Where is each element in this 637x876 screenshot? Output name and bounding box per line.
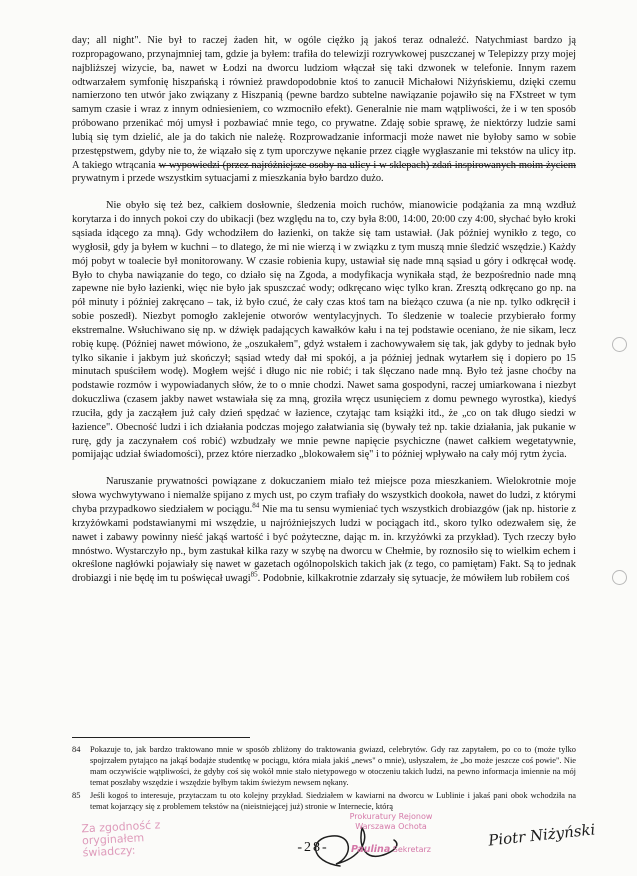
binder-hole-top <box>612 337 627 352</box>
paragraph-1-text: day; all night". Nie był to raczej żaden hit, w ogóle ciężko ją jakoś teraz odnaleźć. Natychmiast bardzo ją rozpropagowano, przynajmniej tam, gdzie ja byłem: trafiła do telewizji rozrywkowej puszczanej w Telepizzy przy mojej najbliższej wizycie, ba, nawet w Łodzi na dworcu ludziom włączał się taki dzwonek w telefonie. Innym razem odtwarzałem symfonię hiszpańską i również prawdopodobnie ktoś to zanucił Michałowi Niżyńskiemu, dzięki czemu namierzono ten utwór jako związany z Hiszpanią (pewne bardzo subtelne nawiązanie pojawiło się na FXstreet w tym samym czasie i wraz z innym odniesieniem, co wzmocniło efekt). Generalnie nie mam wątpliwości, że i w ten sposób próbowano przenikać mój umysł i pozbawiać mnie tego, co prywatne. Zdaję sobie sprawę, że niektórzy ludzie sami lubią się tym dzielić, ale ja do takich nie należę. Rozprowadzanie informacji może nawet nie byłoby samo w sobie przestępstwem, gdyby nie to, że wiązało się z tym uporczywe nękanie przez ciągłe wygłaszanie mi tekstów na ulicy itp. A takiego wtrącania <box>72 35 576 171</box>
paragraph-2: Nie obyło się też bez, całkiem dosłownie, śledzenia moich ruchów, mianowicie podążania za mną wzdłuż korytarza i do innych pokoi czy do ubikacji (bez względu na to, czy była 8:00, 14:00, 20:00 czy 4:00, słychać było kroki sąsiada idącego za mną). Gdy wchodziłem do łazienki, on także się tam ustawiał. (Jak później wynikło z tego, co wygłosił, gdy ja byłem w kuchni – to dlatego, że mi nie wierzą i w związku z tym muszą mnie śledzić wszędzie.) Każdy mój pobyt w toalecie był monitorowany. W czasie robienia kupy, ustawiał się nade mną sąsiad u góry i odkręcał wodę. Było to chyba nawiązanie do tego, co działo się na Zgoda, a modyfikacja wynikała stąd, że bezpośrednio nade mną zapewne nie było łazienki, więc nie było jak spuszczać wody; odkręcano więc tylko kran. Zresztą odkręcano go np. na pół minuty i później zakręcano – tak, iż było czuć, że cały czas ktoś tam na bieżąco czuwa (a nie np. tylko odkręcił i sobie poszedł). Niezbyt pomogło zaklejenie otworów wentylacyjnych. To śledzenie w toalecie przybierało formy ekstremalne. Wsłuchiwano się np. w dźwięk padających kawałków kału i na tej podstawie oceniano, że nie sikam, lecz robię kupę. (Później nawet mówiono, że „oszukałem", gdyż wstałem i zachowywałem się tak, jak gdyby to jednak było tylko sikanie i jakbym już skończył; sąsiad wtedy dał mi spokój, a ja później jednak wytarłem się i dopiero po 15 minutach spuściłem wodę). Mogłem wejść i długo nic nie robić; i tak ślęczano nade mną. Było też jasne choćby na podstawie rozmów i wypowiadanych słów, że to o mnie chodzi. Nawet sama gospodyni, raczej umiarkowana i niezbyt dokuczliwa (czasem jakby nawet wstawiała się za mną, groziła wręcz usunięciem z domu pewnego wyrostka), kiedyś rzuciła, gdy ja zacząłem już cały dzień spędzać w łazience, czytając tam książki itd., że „co on tak długo siedzi w łazience". Obecność ludzi i ich działania podczas mojego załatwiania się (bywały też np. takie działania, jak pukanie w rurę, gdy ja zaczynałem coś robić) wzbudzały we mnie pewne napięcie psychiczne (nawet całkiem wegetatywnie, pomijając udział świadomości), przez które nierzadko „blokowałem się" i to później wpływało na cały mój rytm życia. <box>72 200 576 461</box>
paragraph-1-end: prywatnym i przede wszystkim sytuacjami z mieszkania było bardzo dużo. <box>72 173 384 185</box>
stamp-line-1: Za zgodność z oryginałem <box>81 818 161 848</box>
page-number: -28- <box>297 840 329 855</box>
footnote-number: 84 <box>72 745 81 754</box>
stamp-line-2: świadczy: <box>82 843 136 860</box>
stamp-office-line: Prokuratury Rejonow <box>349 812 433 821</box>
footnotes <box>72 744 576 814</box>
stamp-location-line: Warszawa Ochota <box>355 821 427 831</box>
paragraph-3-text-c: . Podobnie, kilkakrotnie zdarzały się sytuacje, że mówiłem lub robiłem coś <box>257 573 570 585</box>
struck-through-text: w wypowiedzi (przez najróżniejsze osoby na ulicy i w sklepach) zdań inspirowanych moim życiem <box>158 159 576 171</box>
paragraph-3-text-a: Naruszanie prywatności powiązane z dokuczaniem miało też miejsce poza mieszkaniem. Wielokrotnie moje słowa wychwytywano i niemalże spijano z mych ust, po czym trafiały do wszystkich dookoła, nawet do ludzi, z którymi chyba przypadkowo siedziałem w pociągu. <box>72 476 576 515</box>
stamp-name: Paulina <box>351 844 391 855</box>
paragraph-3-text-b: Nie ma tu sensu wymieniać tych wszystkich drobiazgów (jak np. historie z krzyżówkami podstawianymi mi wszędzie, u najróżniejszych ludzi w pociągach itd., skoro tylko odezwałem się, że nawet i zabawy powinny nieść jakąś wartość i być pożyteczne, dając m. in. krzyżówki za przykład). Tych rzeczy było mnóstwo. Wystarczyło np., bym zastukał kilka razy w szybę na dworcu w Chełmie, by roznosiło się to wielkim echem i określone nagłówki pojawiały się nawet w gazetach ogólnopolskich takich jak (z tego, co pamiętam) Fakt. Są to jednak drobiazgi i nie będę im tu poświęcał uwagi <box>72 504 576 585</box>
footnote-85 <box>72 790 576 812</box>
footnote-84 <box>72 744 576 788</box>
certification-stamp <box>81 817 213 860</box>
prosecutor-office-stamp <box>336 812 446 855</box>
author-signature: Piotr Niżyński <box>487 820 597 850</box>
paragraph-3 <box>72 475 576 586</box>
footnote-text: Pokazuje to, jak bardzo traktowano mnie w sposób zbliżony do traktowania gwiazd, celebrytów. Gdy raz zapytałem, po co to (może tylko spojrzałem pytająco na jakąś bodajże studentkę w pociągu, która miała jakiś „news" o mnie), usłyszałem, że „bo może jeszcze coś powie". Nie mam oczywiście wątpliwości, że gdyby coś się wokół mnie stało nietypowego w otoczeniu takich ludzi, na pewno informacja imiennie na mój temat poszłaby wszędzie i wszędzie byłbym takim świeżym newsem nękany. <box>90 745 576 787</box>
stamp-role: Sekretarz <box>392 845 431 854</box>
footnote-ref-84: 84 <box>252 501 260 510</box>
footnote-ref-85: 85 <box>250 570 258 579</box>
paragraph-1 <box>72 34 576 186</box>
body-text <box>72 34 576 586</box>
footnote-number: 85 <box>72 791 81 800</box>
footnote-text: Jeśli kogoś to interesuje, przytaczam tu oto kolejny przykład. Siedziałem w kawiarni na dworcu w Lublinie i jakaś pani obok wchodziła na temat kojarzący się z problemem tekstów na (nieistniejącej już) stronie w Internecie, którą <box>90 791 576 811</box>
binder-hole-bottom <box>612 570 627 585</box>
footnote-divider <box>72 737 250 738</box>
